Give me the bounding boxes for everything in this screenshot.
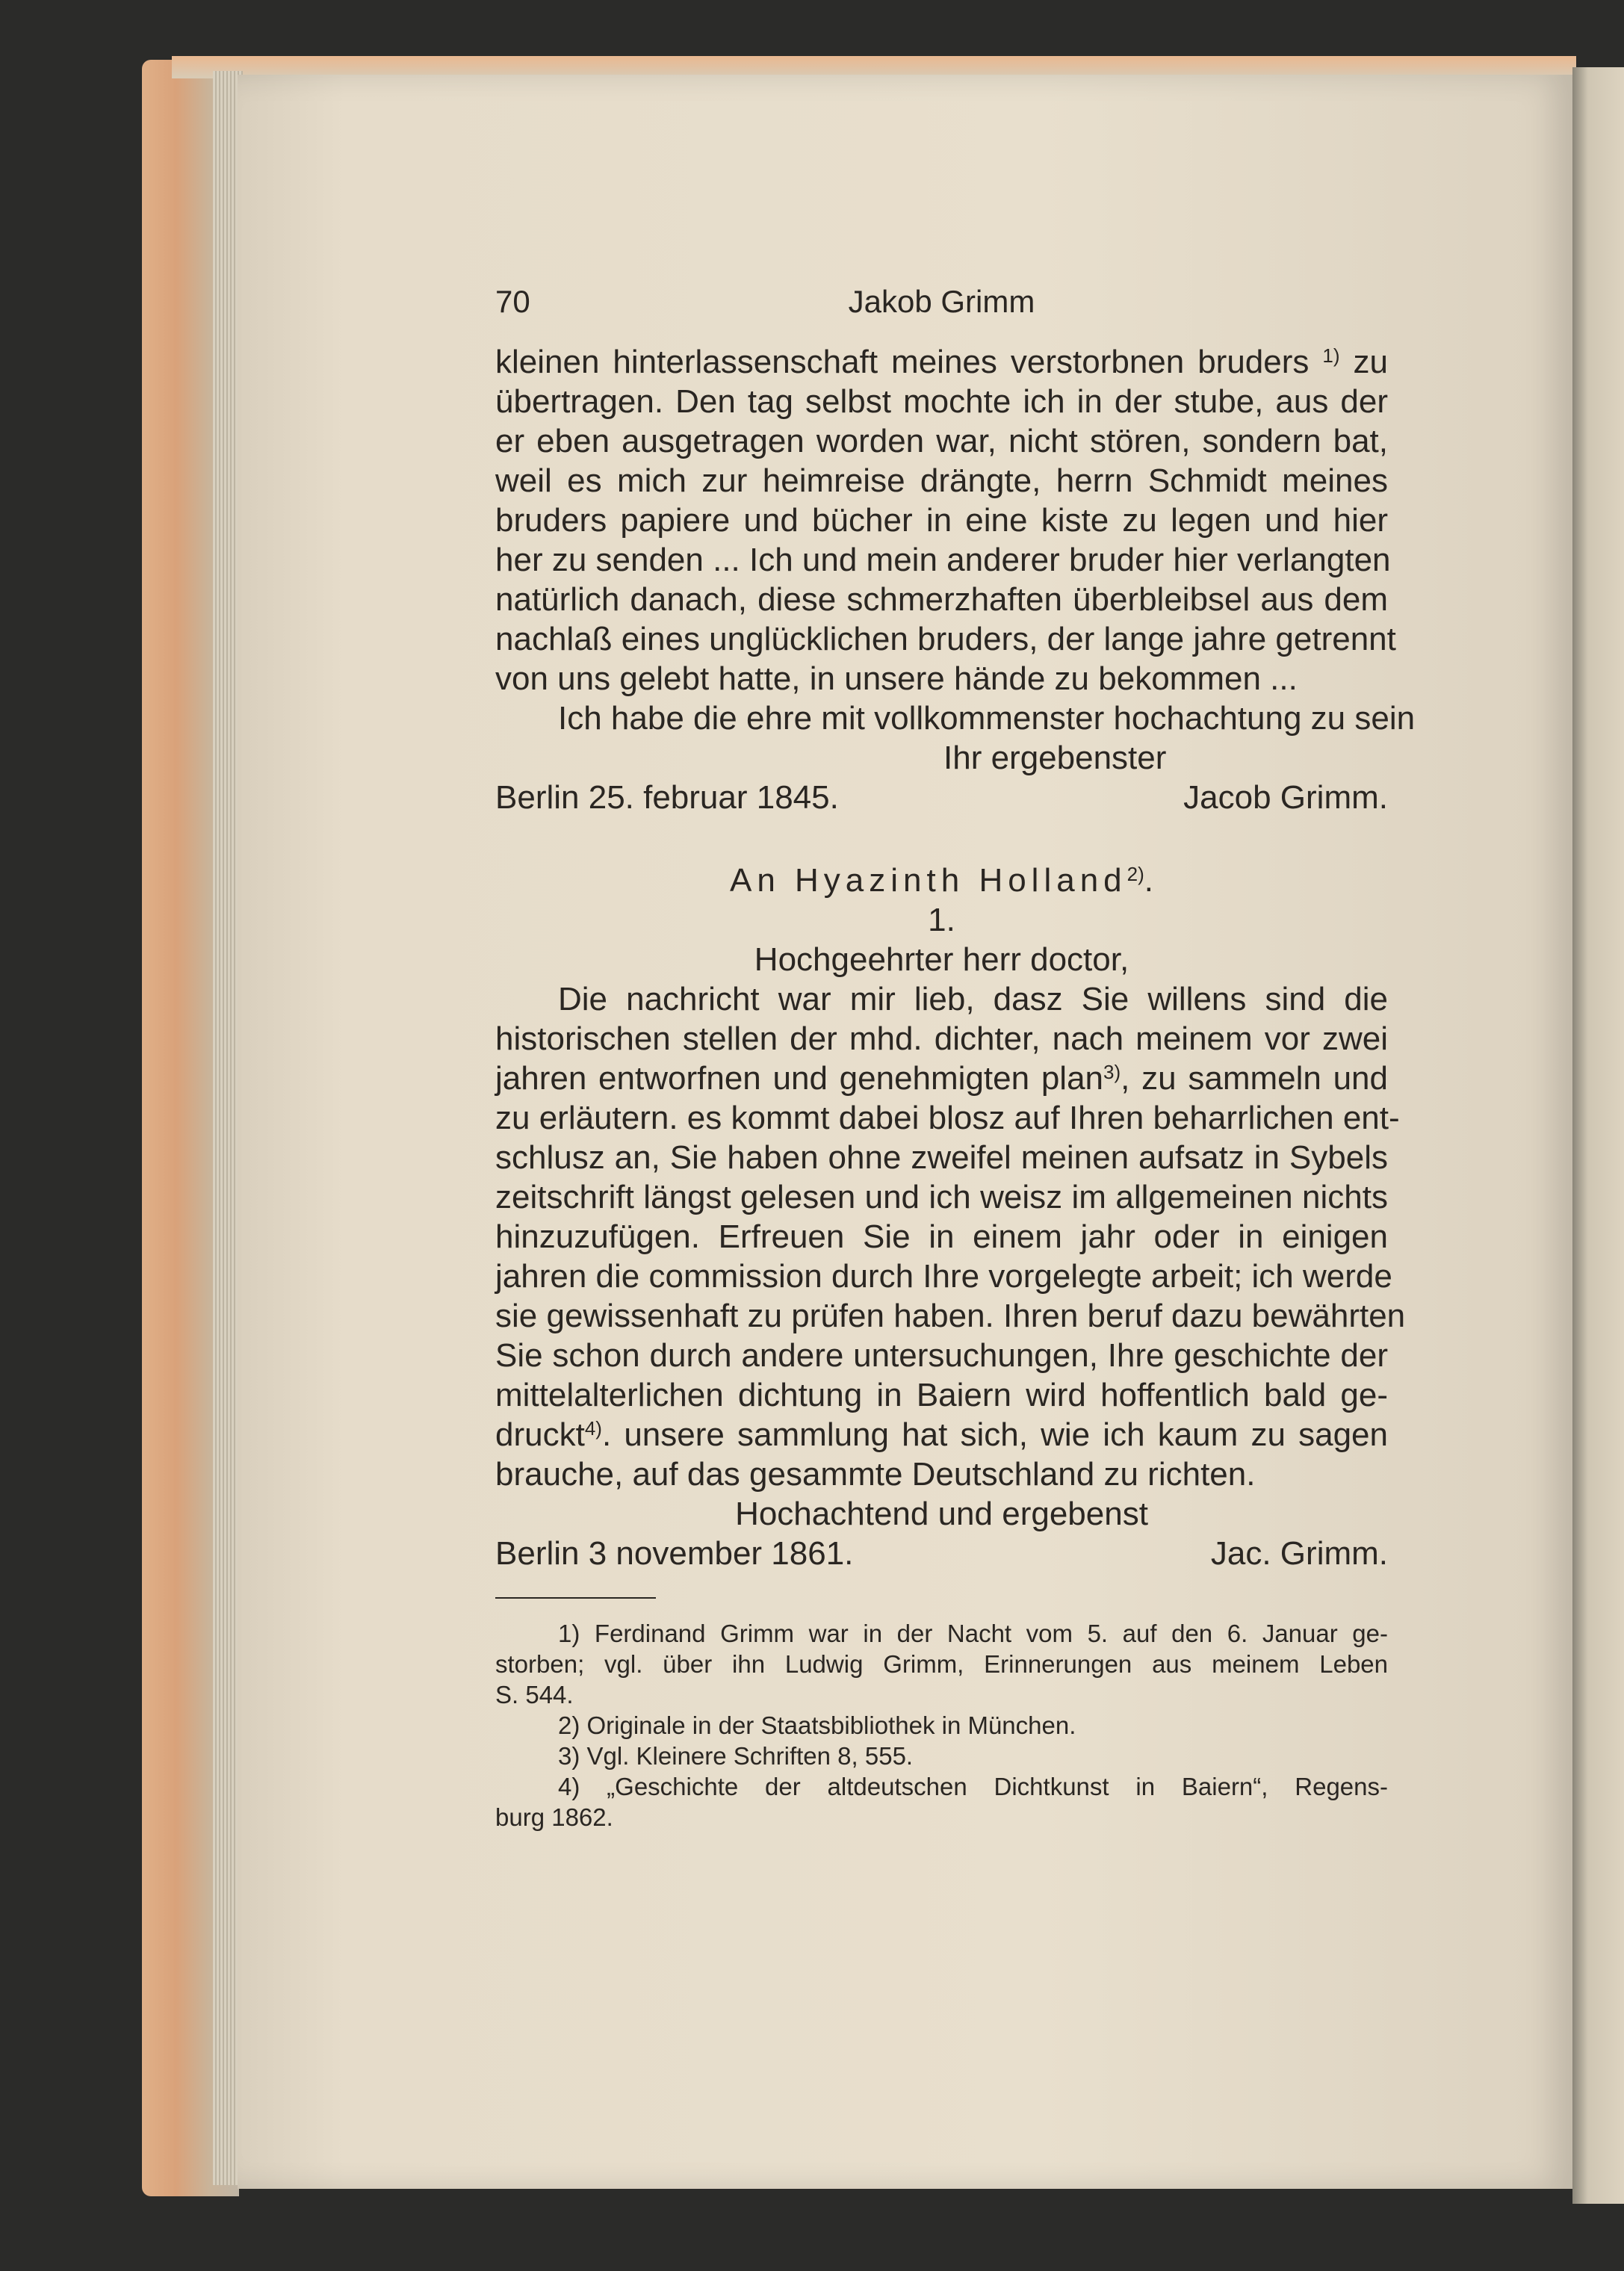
text-line: weil es mich zur heimreise drängte, herrn Schmidt meines	[495, 462, 1388, 499]
place-date: Berlin 3 november 1861.	[495, 1535, 854, 1572]
facing-page-edge	[1572, 67, 1624, 2204]
text-line: Sie schon durch andere untersuchungen, Ihre geschichte der	[495, 1337, 1388, 1374]
footnote-line: storben; vgl. über ihn Ludwig Grimm, Erinnerungen aus meinem Leben	[495, 1650, 1388, 1678]
text-line: her zu senden ... Ich und mein anderer bruder hier verlangten	[495, 542, 1391, 578]
footnote-divider	[495, 1597, 656, 1599]
heading-text: An Hyazinth Holland	[729, 862, 1127, 899]
text-segment: kleinen hinterlassenschaft meines verstorbnen bruders	[495, 344, 1310, 380]
heading-punct: .	[1144, 862, 1154, 899]
text-segment: zu	[1353, 344, 1389, 380]
letter-closing: Hochachtend und ergebenst	[735, 1496, 1148, 1532]
text-segment: druckt	[495, 1416, 585, 1453]
text-line	[495, 342, 1388, 382]
footnote-ref: 4)	[584, 1417, 602, 1440]
page-number: 70	[495, 284, 530, 319]
text-line: er eben ausgetragen worden war, nicht stören, sondern bat,	[495, 423, 1388, 459]
page-header	[495, 284, 1388, 329]
footnote-ref: 1)	[1322, 344, 1340, 367]
text-segment: , zu sammeln und	[1121, 1060, 1388, 1097]
place-date: Berlin 25. februar 1845.	[495, 779, 839, 816]
text-line	[495, 1059, 1388, 1098]
salutation: Hochgeehrter herr doctor,	[754, 941, 1129, 978]
text-line: bruders papiere und bücher in eine kiste zu legen und hier	[495, 502, 1388, 539]
text-line: Die nachricht war mir lieb, dasz Sie willens sind die	[558, 981, 1388, 1017]
footnote-line: 3) Vgl. Kleinere Schriften 8, 555.	[558, 1742, 914, 1770]
letter-1	[495, 342, 1416, 1573]
text-line: schlusz an, Sie haben ohne zweifel meinen aufsatz in Sybels	[495, 1139, 1388, 1176]
footnote-ref: 2)	[1126, 863, 1144, 885]
running-head: Jakob Grimm	[848, 284, 1035, 319]
letter-closing: Ihr ergebenster	[943, 740, 1167, 776]
text-line: zu erläutern. es kommt dabei blosz auf Ihren beharrlichen ent-	[495, 1100, 1400, 1136]
footnote-line: 4) „Geschichte der altdeutschen Dichtkunst in Baiern“, Regens-	[558, 1773, 1388, 1800]
text-line: zeitschrift längst gelesen und ich weisz im allgemeinen nichts	[495, 1179, 1388, 1215]
text-line: hinzuzufügen. Erfreuen Sie in einem jahr oder in einigen	[495, 1218, 1388, 1255]
footnote-ref: 3)	[1103, 1061, 1121, 1083]
text-line: brauche, auf das gesammte Deutschland zu richten.	[495, 1456, 1256, 1493]
text-line	[495, 1415, 1388, 1454]
signature: Jac. Grimm.	[1210, 1535, 1388, 1572]
signature: Jacob Grimm.	[1183, 779, 1388, 816]
signature-row	[495, 1534, 1388, 1573]
page-content	[495, 284, 1416, 1832]
footnote-line: S. 544.	[495, 1681, 574, 1708]
text-line: historischen stellen der mhd. dichter, nach meinem vor zwei	[495, 1020, 1388, 1057]
text-segment: jahren entworfnen und genehmigten plan	[495, 1060, 1104, 1097]
footnote-line: 2) Originale in der Staatsbibliothek in München.	[558, 1711, 1076, 1739]
text-line: jahren die commission durch Ihre vorgelegte arbeit; ich werde	[495, 1258, 1392, 1295]
text-line: übertragen. Den tag selbst mochte ich in der stube, aus der	[495, 383, 1388, 420]
footnote-line: 1) Ferdinand Grimm war in der Nacht vom 5. auf den 6. Januar ge-	[558, 1620, 1388, 1647]
text-line: sie gewissenhaft zu prüfen haben. Ihren beruf dazu bewährten	[495, 1298, 1406, 1334]
letter-heading	[495, 861, 1388, 900]
text-line: nachlaß eines unglücklichen bruders, der lange jahre getrennt	[495, 621, 1396, 657]
section-gap	[495, 817, 1388, 861]
text-line: Ich habe die ehre mit vollkommenster hochachtung zu sein	[558, 700, 1416, 737]
letter-number: 1.	[928, 902, 955, 938]
text-line: natürlich danach, diese schmerzhaften überbleibsel aus dem	[495, 581, 1388, 618]
text-line: von uns gelebt hatte, in unsere hände zu bekommen ...	[495, 660, 1298, 697]
footnotes	[495, 1618, 1388, 1832]
text-line: mittelalterlichen dichtung in Baiern wird hoffentlich bald ge-	[495, 1377, 1388, 1413]
signature-row	[495, 778, 1388, 817]
text-segment: . unsere sammlung hat sich, wie ich kaum zu sagen	[601, 1416, 1388, 1453]
footnote-line: burg 1862.	[495, 1803, 613, 1831]
